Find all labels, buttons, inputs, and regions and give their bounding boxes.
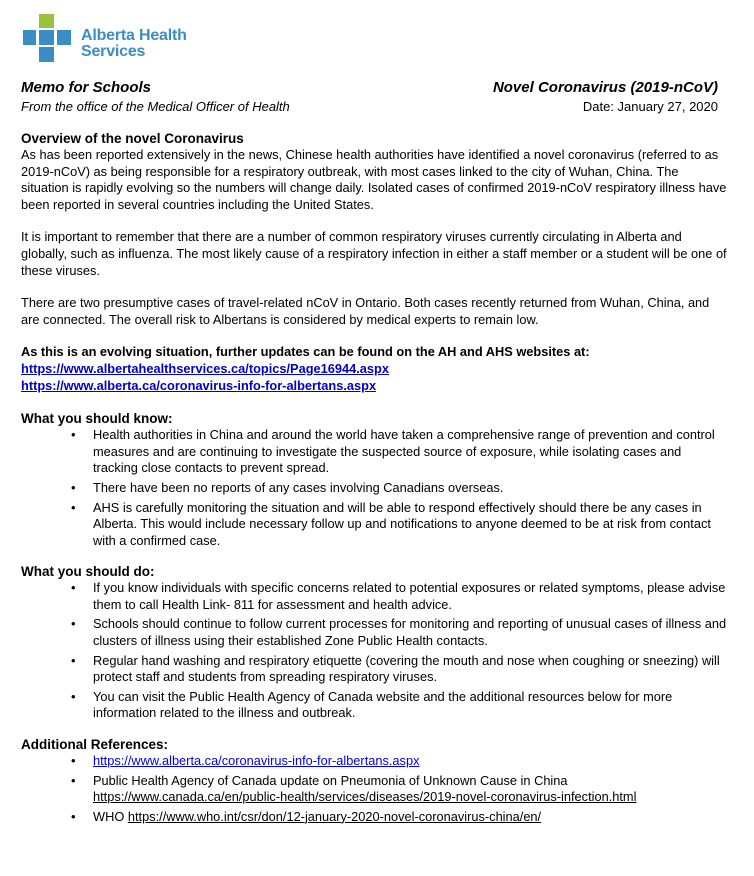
know-item: • There have been no reports of any cases involving Canadians overseas. [93, 480, 729, 497]
ref-item-1 [93, 753, 729, 770]
ref-item-3 [93, 809, 729, 826]
know-item: • AHS is carefully monitoring the situation and will be able to respond effectively should there be any cases in Alberta. This would include necessary follow up and notifications to anyone deemed to be at risk from contact with a confirmed case. [93, 500, 729, 550]
ref-alberta-link[interactable]: https://www.alberta.ca/coronavirus-info-for-albertans.aspx [93, 753, 420, 769]
logo-line-2: Services [81, 43, 146, 60]
ref-item-2 [93, 773, 729, 806]
overview-paragraph-1: As has been reported extensively in the news, Chinese health authorities have identified a novel coronavirus (referred to as 2019-nCoV) as being responsible for a respiratory outbreak, with most cases linked to the city of Wuhan, China. The situation is rapidly evolving so the numbers will change daily. Isolated cases of confirmed 2019-nCoV respiratory illness have been reported in several countries including the United States. [21, 147, 727, 212]
refs-list [21, 753, 729, 825]
know-list [21, 427, 729, 549]
do-list [21, 580, 729, 722]
do-item: • Schools should continue to follow current processes for monitoring and reporting of unusual cases of illness and clusters of illness using their established Zone Public Health contacts. [93, 616, 729, 649]
ahs-topic-link[interactable]: https://www.albertahealthservices.ca/topics/Page16944.aspx [21, 360, 389, 376]
ref-who-link[interactable]: https://www.who.int/csr/don/12-january-2020-novel-coronavirus-china/en/ [127, 808, 542, 824]
updates-statement: As this is an evolving situation, further updates can be found on the AH and AHS websites at: [21, 344, 590, 360]
logo-line-1: Alberta Health [81, 27, 187, 44]
overview-heading: Overview of the novel Coronavirus [21, 131, 244, 146]
memo-header-left [21, 78, 290, 116]
ref-who-prefix: WHO [93, 808, 125, 824]
memo-title: Memo for Schools [21, 79, 152, 96]
ahs-cross-icon [23, 14, 73, 62]
overview-paragraph-3: There are two presumptive cases of travel-related nCoV in Ontario. Both cases recently returned from Wuhan, China, and are connected. The overall risk to Albertans is considered by medical experts to remain low. [21, 295, 710, 327]
know-item: • Health authorities in China and around the world have taken a comprehensive range of prevention and control measures and are continuing to investigate the suspected source of exposure, while isolating cases and tracking close contacts to prevent spread. [93, 427, 729, 477]
ahs-wordmark [81, 28, 221, 60]
ref-phac-text: Public Health Agency of Canada update on Pneumonia of Unknown Cause in China [93, 772, 568, 788]
memo-topic: Novel Coronavirus (2019-nCoV) [492, 79, 718, 96]
memo-date: Date: January 27, 2020 [582, 99, 718, 114]
overview-paragraph-2: It is important to remember that there are a number of common respiratory viruses currently circulating in Alberta and globally, such as influenza. The most likely cause of a respiratory infection in either a staff member or a student will be one of these viruses. [21, 229, 727, 278]
do-item: • Regular hand washing and respiratory etiquette (covering the mouth and nose when coughing or sneezing) will protect staff and students from spreading respiratory viruses. [93, 653, 729, 686]
memo-header-right [493, 78, 718, 116]
do-heading: What you should do: [21, 564, 155, 580]
memo-subtitle: From the office of the Medical Officer of Health [21, 99, 290, 114]
do-item: • You can visit the Public Health Agency of Canada website and the additional resources below for more information related to the illness and outbreak. [93, 689, 729, 722]
updates-block [21, 344, 729, 394]
alberta-coronavirus-link[interactable]: https://www.alberta.ca/coronavirus-info-for-albertans.aspx [21, 377, 377, 393]
ref-phac-link[interactable]: https://www.canada.ca/en/public-health/services/diseases/2019-novel-coronavirus-infection.html [93, 789, 637, 805]
refs-heading: Additional References: [21, 737, 169, 753]
do-item: • If you know individuals with specific concerns related to potential exposures or related symptoms, please advise them to call Health Link- 811 for assessment and health advice. [93, 580, 729, 613]
memo-body [21, 130, 729, 839]
know-heading: What you should know: [21, 411, 173, 427]
